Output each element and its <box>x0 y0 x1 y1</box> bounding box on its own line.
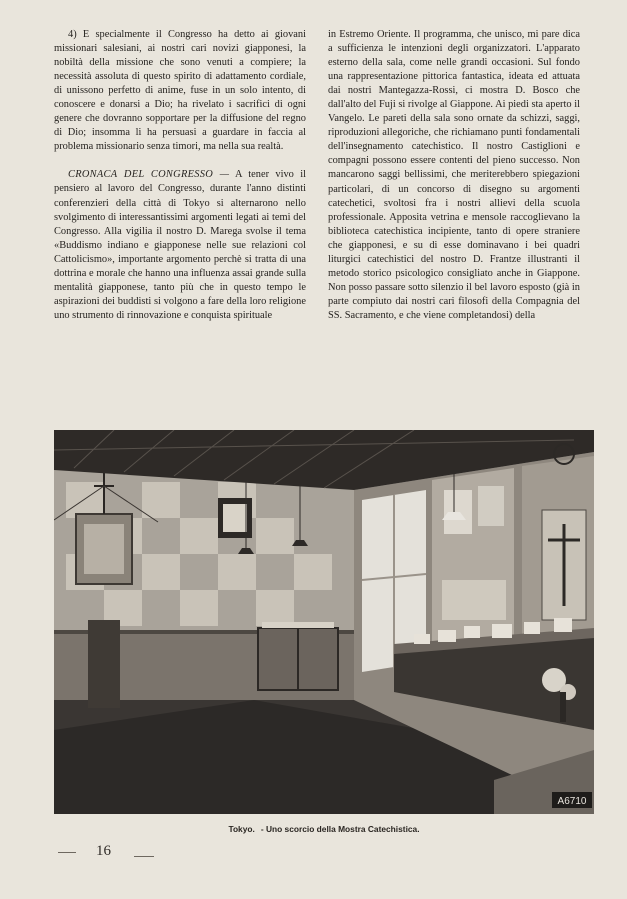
left-text-column <box>54 28 306 323</box>
decorative-dash <box>58 852 76 853</box>
paragraph-congress-chronicle <box>54 168 306 323</box>
section-heading: CRONACA DEL CONGRESSO — <box>68 169 230 181</box>
right-text-column <box>328 28 580 323</box>
page-number: 16 <box>96 843 111 859</box>
photo-corner-mark: A6710 <box>557 796 587 807</box>
exhibition-photo <box>54 430 594 814</box>
caption-text: - Uno scorcio della Mostra Catechistica. <box>260 824 420 834</box>
photo-caption <box>54 824 594 834</box>
caption-place: Tokyo. <box>228 824 255 834</box>
chronicle-text: A tener vivo il pensiero al lavoro del Congresso, durante l'anno distinti conferenzieri della città di Tokyo si alternarono nello svolgimento di interessantissimi argomenti legati ai temi del Congresso. Alla vigilia il nostro D. Marega svolse il tema «Buddismo indiano e giapponese nelle sue relazioni col Cattolicismo», importante argomento perchè si tratta di una dottrina e morale che hanno una influenza assai grande sulla mentalità giapponese, tanto più che in questo tempo le aspirazioni dei buddisti si volgono a fare della loro religione uno strumento di rinnovazione e conquista spirituale <box>54 169 306 321</box>
exhibition-photo-drawing <box>54 430 594 814</box>
paragraph-congress-point-4: 4) E specialmente il Congresso ha detto ai giovani missionari salesiani, ai nostri cari novizi giapponesi, la nobiltà della missione che sono venuti a compiere; la necessità assoluta di questo spirito di adattamento cordiale, di unissono perfetto di anime, fuse in un solo intento, di conoscere e donarsi a Dio; ha rivelato i sacrifici di ogni genere che dovranno sopportare per la diffusione del regno di Dio; insomma li ha persuasi a guardare in faccia al problema missionario senza timori, ma nella sua realtà. <box>54 29 306 153</box>
paragraph-continuation: in Estremo Oriente. Il programma, che unisco, mi pare dica a sufficienza le intenzioni degli organizzatori. L'apparato esterno della sala, come nelle grandi occasioni. Sul fondo una rappresentazione pittorica fantastica, ideata ed attuata dai nostri Mantegazza-Rossi, ci mostra D. Bosco che dall'alto del Fuji si rivolge al Giappone. Ai piedi sta aperto il Vangelo. Le pareti della sala sono ornate da schizzi, saggi, riproduzioni allegoriche, che richiamano punti fondamentali dell'insegnamento catechistico. Il nostro Castiglioni e compagni possono essere contenti del pieno successo. Non mancarono saggi bellissimi, che meriterebbero spiegazioni particolari, di un concorso di disegno su argomenti catechetici, svoltosi fra i nostri allievi della scuola professionale. Apposita vetrina e mensole raccoglievano la biblioteca catechistica incipiente, tanto di opere straniere che giapponesi, e su di esse dominavano i bei quadri liturgici catechistici del nostro D. Frantze illustranti il metodo storico psicologico consigliato anche in Giappone. Non posso passare sotto silenzio il bel lavoro esposto (già in parte compiuto dai nostri cari filosofi della Compagnia del SS. Sacramento, e che viene completandosi) della <box>328 29 580 321</box>
decorative-dash <box>134 856 154 857</box>
